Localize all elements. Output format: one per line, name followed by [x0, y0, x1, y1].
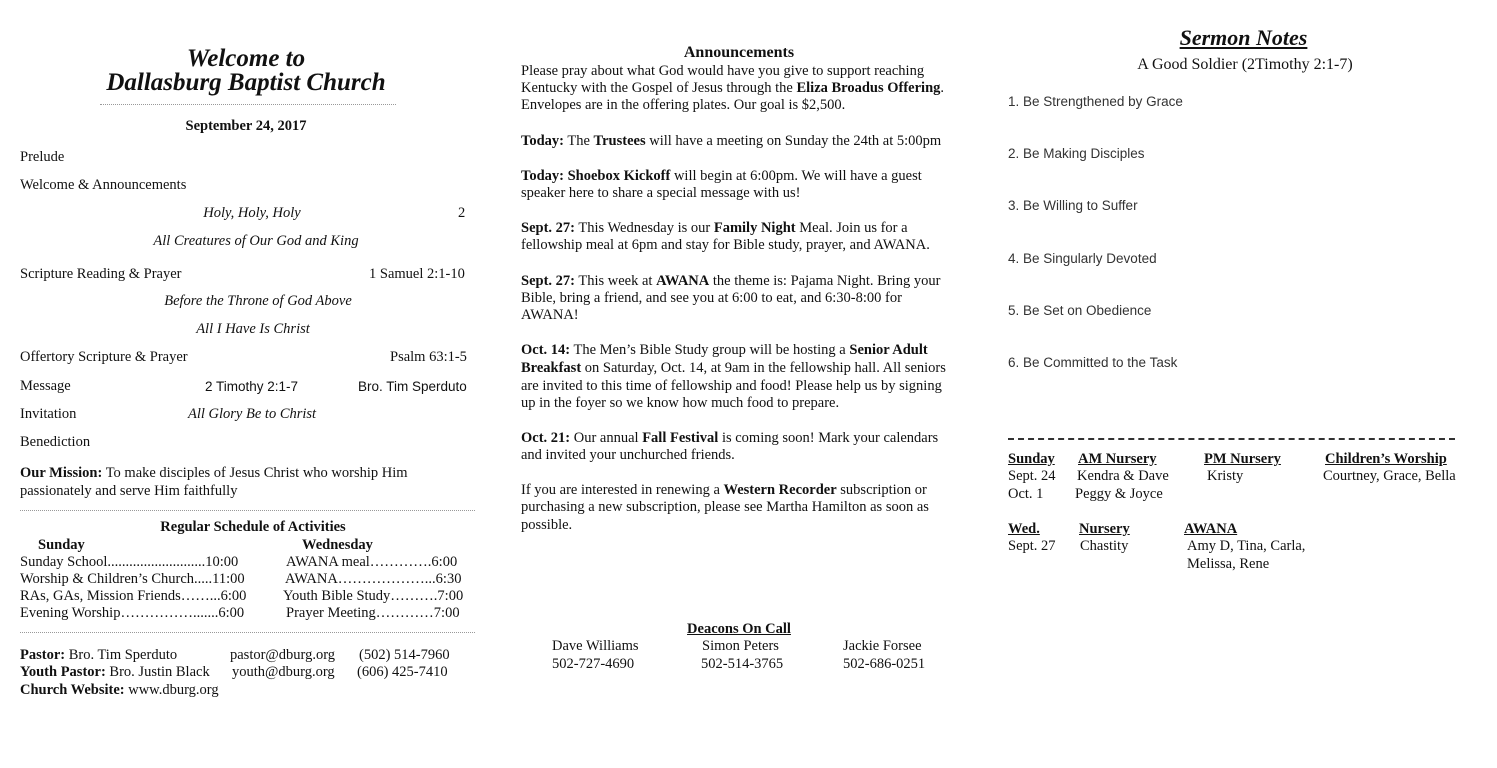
announcement-fall-festival-line2: and invited your unchurched friends. — [521, 447, 735, 463]
wed-row-awana-cont: Melissa, Rene — [1187, 556, 1270, 572]
deacon-phone: 502-727-4690 — [552, 656, 635, 672]
wed-awana-header: AWANA — [1184, 521, 1238, 537]
text: If you are interested in renewing a — [521, 482, 724, 498]
order-offertory: Offertory Scripture & Prayer — [20, 349, 188, 365]
sunday-row-pm: Kristy — [1207, 468, 1244, 484]
announcement-offering-line2 — [521, 80, 944, 98]
schedule-sunday-header: Sunday — [38, 537, 85, 553]
wed-row-date: Sept. 27 — [1008, 538, 1056, 554]
text: The Men’s Bible Study group will be hosting a — [570, 342, 850, 358]
sermon-subtitle: A Good Soldier (2Timothy 2:1-7) — [1137, 56, 1353, 73]
order-message: Message — [20, 378, 71, 394]
text: Our annual — [570, 430, 643, 446]
am-nursery-header: AM Nursery — [1078, 451, 1157, 467]
church-website — [20, 682, 219, 700]
sunday-table-header: Sunday — [1008, 451, 1055, 467]
label: Trustees — [593, 133, 646, 149]
label: Western Recorder — [723, 482, 837, 498]
wed-row-awana: Amy D, Tina, Carla, — [1187, 538, 1306, 554]
schedule-sunday-4: Evening Worship…………….......6:00 — [20, 605, 245, 621]
sermon-point-4: 4. Be Singularly Devoted — [1008, 251, 1157, 266]
order-scripture: Scripture Reading & Prayer — [20, 266, 182, 282]
text: The — [563, 133, 594, 149]
schedule-wednesday-1: AWANA meal………….6:00 — [286, 554, 458, 570]
label: Senior Adult — [849, 342, 928, 358]
song-all-creatures: All Creatures of Our God and King — [153, 233, 359, 249]
announcements-title: Announcements — [683, 44, 795, 61]
label: Today: Shoebox Kickoff — [521, 168, 671, 184]
deacon-name: Dave Williams — [552, 638, 639, 654]
label: Family Night — [713, 220, 796, 236]
sunday-row-childrens: Courtney, Grace, Bella — [1323, 468, 1456, 484]
sermon-point-6: 6. Be Committed to the Task — [1008, 355, 1178, 370]
title-divider — [100, 104, 396, 105]
pastor-name: Bro. Tim Sperduto — [65, 647, 178, 663]
label: Today: — [521, 133, 564, 149]
schedule-sunday-2: Worship & Children’s Church.....11:00 — [20, 571, 245, 587]
invitation-song: All Glory Be to Christ — [188, 406, 317, 422]
wed-nursery-header: Nursery — [1079, 521, 1130, 537]
announcement-shoebox-line1 — [521, 168, 922, 186]
announcement-recorder-line1 — [521, 482, 927, 500]
schedule-title: Regular Schedule of Activities — [160, 519, 346, 535]
text: on Saturday, Oct. 14, at 9am in the fellowship hall. All seniors — [581, 360, 946, 376]
pastor-label: Pastor: — [20, 647, 66, 663]
pm-nursery-header: PM Nursery — [1204, 451, 1281, 467]
deacons-title: Deacons On Call — [687, 621, 791, 637]
sunday-row-am: Peggy & Joyce — [1075, 486, 1163, 502]
schedule-divider — [20, 632, 475, 633]
sermon-point-3: 3. Be Willing to Suffer — [1008, 198, 1138, 213]
pastor-phone: (502) 514-7960 — [359, 647, 450, 663]
label: Sept. 27: — [521, 220, 575, 236]
schedule-sunday-1: Sunday School...........................10:00 — [20, 554, 239, 570]
offering-name: Eliza Broadus Offering — [796, 80, 941, 96]
youth-pastor-email: youth@dburg.org — [232, 664, 335, 680]
mission-divider — [20, 510, 475, 511]
announcement-breakfast-line2 — [521, 360, 946, 378]
text: will begin at 6:00pm. We will have a guest — [670, 168, 922, 184]
schedule-wednesday-4: Prayer Meeting…………7:00 — [286, 605, 460, 621]
youth-pastor-label: Youth Pastor: — [20, 664, 106, 680]
wed-row-nursery: Chastity — [1080, 538, 1129, 554]
sermon-notes-title: Sermon Notes — [1179, 25, 1308, 50]
youth-pastor-phone: (606) 425-7410 — [357, 664, 448, 680]
text: Kentucky with the Gospel of Jesus through the — [521, 80, 797, 96]
announcement-awana-line3: AWANA! — [521, 307, 579, 323]
text: . — [940, 80, 945, 96]
order-welcome: Welcome & Announcements — [20, 177, 187, 193]
schedule-wednesday-header: Wednesday — [302, 537, 373, 553]
sermon-point-5: 5. Be Set on Obedience — [1008, 303, 1152, 318]
website-label: Church Website: — [20, 682, 125, 698]
schedule-wednesday-2: AWANA………………...6:30 — [285, 571, 462, 587]
order-prelude: Prelude — [20, 149, 65, 165]
wed-table-header: Wed. — [1008, 521, 1040, 537]
label: Breakfast — [521, 360, 582, 376]
announcement-trustees — [521, 133, 941, 151]
song-before-the-throne: Before the Throne of God Above — [164, 293, 352, 309]
sunday-row-date: Oct. 1 — [1008, 486, 1044, 502]
welcome-title-line1: Welcome to — [186, 45, 306, 72]
sermon-point-1: 1. Be Strengthened by Grace — [1008, 94, 1183, 109]
label: Sept. 27: — [521, 273, 575, 289]
announcement-fall-festival-line1 — [521, 430, 938, 448]
message-reference: 2 Timothy 2:1-7 — [205, 379, 299, 394]
service-date: September 24, 2017 — [185, 118, 307, 134]
website-url: www.dburg.org — [124, 682, 219, 698]
youth-pastor-name: Bro. Justin Black — [105, 664, 210, 680]
announcement-offering-line3: Envelopes are in the offering plates. Our goal is $2,500. — [521, 97, 846, 113]
youth-pastor-contact — [20, 664, 210, 682]
text: Meal. Join us for a — [795, 220, 908, 236]
message-speaker: Bro. Tim Sperduto — [358, 379, 467, 394]
mission-label: Our Mission: — [20, 465, 103, 481]
song-all-i-have: All I Have Is Christ — [196, 321, 310, 337]
text: is coming soon! Mark your calendars — [718, 430, 939, 446]
announcement-recorder-line2: purchasing a new subscription, please see Martha Hamilton as soon as — [521, 499, 929, 515]
song-number: 2 — [458, 205, 466, 221]
announcement-breakfast-line3: are invited to this time of fellowship and food! Please help us by signing — [521, 378, 942, 394]
label: Fall Festival — [642, 430, 719, 446]
announcement-awana-line1 — [521, 273, 940, 291]
mission-line1: To make disciples of Jesus Christ who worship Him — [102, 465, 408, 481]
order-benediction: Benediction — [20, 434, 91, 450]
announcement-breakfast-line1 — [521, 342, 928, 360]
pastor-email: pastor@dburg.org — [230, 647, 336, 663]
volunteer-divider — [1008, 438, 1455, 440]
text: This Wednesday is our — [574, 220, 714, 236]
mission-line2: passionately and serve Him faithfully — [20, 483, 238, 499]
sunday-row-date: Sept. 24 — [1008, 468, 1056, 484]
sunday-row-am: Kendra & Dave — [1077, 468, 1169, 484]
sermon-point-2: 2. Be Making Disciples — [1008, 146, 1145, 161]
text: the theme is: Pajama Night. Bring your — [709, 273, 941, 289]
deacon-phone: 502-514-3765 — [701, 656, 784, 672]
song-holy-holy-holy: Holy, Holy, Holy — [203, 205, 301, 221]
announcement-family-night-line2: fellowship meal at 6pm and stay for Bible study, prayer, and AWANA. — [521, 237, 930, 253]
order-invitation: Invitation — [20, 406, 77, 422]
announcement-shoebox-line2: speaker here to share a special message with us! — [521, 185, 801, 201]
text: will have a meeting on Sunday the 24th at 5:00pm — [645, 133, 942, 149]
announcement-recorder-line3: possible. — [521, 517, 573, 533]
announcement-offering-line1: Please pray about what God would have you give to support reaching — [521, 63, 925, 79]
deacon-name: Jackie Forsee — [843, 638, 922, 654]
offertory-reference: Psalm 63:1-5 — [390, 349, 467, 365]
scripture-reference: 1 Samuel 2:1-10 — [369, 266, 465, 282]
schedule-sunday-3: RAs, GAs, Mission Friends……...6:00 — [20, 588, 247, 604]
deacon-phone: 502-686-0251 — [843, 656, 926, 672]
schedule-wednesday-3: Youth Bible Study……….7:00 — [283, 588, 464, 604]
welcome-title-line2: Dallasburg Baptist Church — [106, 69, 386, 96]
label: Oct. 21: — [521, 430, 571, 446]
deacon-name: Simon Peters — [702, 638, 779, 654]
announcement-awana-line2: Bible, bring a friend, and see you at 6:00 to eat, and 6:30-8:00 for — [521, 290, 902, 306]
pastor-contact — [20, 647, 177, 665]
announcement-breakfast-line4: up in the foyer so we know how much food to prepare. — [521, 395, 840, 411]
mission-statement — [20, 465, 408, 483]
label: AWANA — [656, 273, 710, 289]
text: subscription or — [836, 482, 927, 498]
label: Oct. 14: — [521, 342, 571, 358]
text: This week at — [574, 273, 657, 289]
childrens-worship-header: Children’s Worship — [1325, 451, 1447, 467]
announcement-family-night-line1 — [521, 220, 908, 238]
